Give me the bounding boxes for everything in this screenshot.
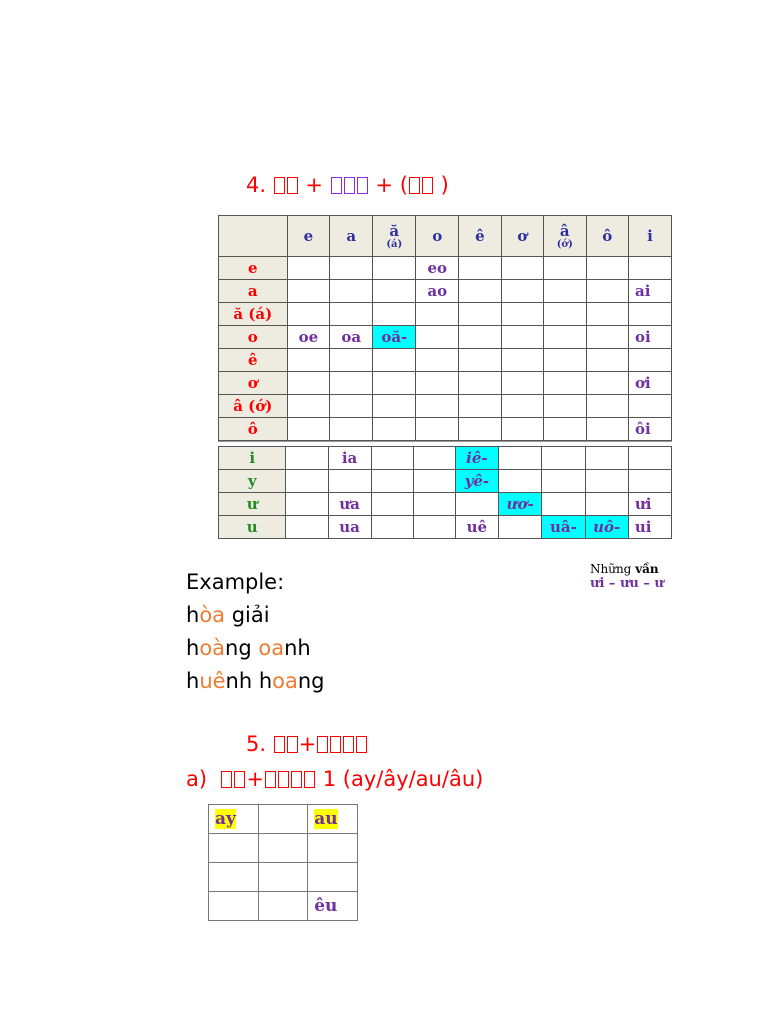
vowel-table-image <box>218 215 672 545</box>
row-header: u <box>219 516 286 539</box>
table-row <box>219 326 672 349</box>
section-5a-heading <box>186 767 483 791</box>
example-text: ng <box>225 636 259 660</box>
table-cell <box>371 447 413 470</box>
small-vowel-table-image <box>208 804 358 928</box>
table-cell: êu <box>308 892 358 921</box>
table-cell <box>501 349 543 372</box>
table-cell <box>543 395 586 418</box>
table-cell: ua <box>328 516 371 539</box>
table-cell: ao <box>416 280 459 303</box>
table-cell <box>413 516 455 539</box>
table-cell <box>628 447 671 470</box>
table-cell: ia <box>328 447 371 470</box>
table-cell: ui <box>628 516 671 539</box>
table-cell <box>330 257 373 280</box>
example-text: ng <box>297 669 325 693</box>
table-cell: oa <box>330 326 373 349</box>
missing-glyph-icon <box>330 736 341 753</box>
column-header: ô <box>586 216 628 257</box>
table-row <box>219 447 672 470</box>
table-row <box>219 493 672 516</box>
table-cell <box>330 372 373 395</box>
table-cell <box>586 257 628 280</box>
table-cell <box>459 326 501 349</box>
table-cell <box>330 395 373 418</box>
table-cell: ưi <box>628 493 671 516</box>
section-4-heading <box>246 173 449 197</box>
missing-glyph-icon <box>344 177 355 194</box>
small-vowel-table <box>208 804 358 921</box>
table-cell <box>413 447 455 470</box>
missing-glyph-icon <box>274 736 285 753</box>
table-cell <box>373 280 416 303</box>
example-label: Example: <box>186 570 285 594</box>
column-header: o <box>416 216 459 257</box>
example-text: h <box>186 669 200 693</box>
note-purple-text: ưi – ưu – ư <box>590 576 664 591</box>
table-cell <box>258 863 307 892</box>
missing-glyph-icon <box>278 771 289 788</box>
table-cell <box>287 372 330 395</box>
table-cell: uê <box>455 516 498 539</box>
table-cell <box>501 257 543 280</box>
row-header: e <box>219 257 288 280</box>
table-cell: iê- <box>455 447 498 470</box>
table-cell: yê- <box>455 470 498 493</box>
table-cell <box>459 303 501 326</box>
table-cell <box>543 280 586 303</box>
table-cell: eo <box>416 257 459 280</box>
list-marker: a) <box>186 767 208 791</box>
table-cell <box>585 493 628 516</box>
table-cell: oe <box>287 326 330 349</box>
table-row <box>219 372 672 395</box>
table-cell <box>542 470 585 493</box>
missing-glyph-icon <box>234 771 245 788</box>
table-cell <box>308 863 358 892</box>
example-block <box>186 566 325 698</box>
missing-glyph-icon <box>287 736 298 753</box>
table-cell <box>371 516 413 539</box>
table-cell: oă- <box>373 326 416 349</box>
column-header: a <box>330 216 373 257</box>
highlighted-vowel: oa <box>258 636 285 660</box>
table-cell <box>628 470 671 493</box>
row-header: y <box>219 470 286 493</box>
note-text: Những <box>590 562 636 576</box>
table-cell: uâ- <box>542 516 585 539</box>
section-number: 4. <box>246 173 267 197</box>
table-cell <box>330 418 373 441</box>
table-cell <box>586 349 628 372</box>
table-row <box>209 892 358 921</box>
table-cell <box>287 418 330 441</box>
table-cell <box>330 280 373 303</box>
table-cell <box>413 493 455 516</box>
section-number: 5. <box>246 732 267 756</box>
table-cell <box>586 395 628 418</box>
table-cell <box>585 470 628 493</box>
table-cell <box>543 372 586 395</box>
table-cell <box>308 834 358 863</box>
example-text: nh <box>284 636 311 660</box>
table-cell <box>373 257 416 280</box>
table-cell <box>330 349 373 372</box>
row-header: i <box>219 447 286 470</box>
table-cell <box>413 470 455 493</box>
table-cell <box>459 395 501 418</box>
vowel-table-bottom <box>218 446 672 539</box>
missing-glyph-icon <box>274 177 285 194</box>
missing-glyph-icon <box>343 736 354 753</box>
table-cell <box>543 418 586 441</box>
plus-sign: + <box>298 732 317 756</box>
table-cell <box>416 303 459 326</box>
table-cell <box>287 303 330 326</box>
missing-glyph-icon <box>304 771 315 788</box>
table-cell <box>586 280 628 303</box>
table-cell <box>542 493 585 516</box>
missing-glyph-icon <box>356 736 367 753</box>
plus-sign: + <box>375 173 394 197</box>
example-text: giải <box>225 603 270 627</box>
table-cell <box>501 280 543 303</box>
table-row <box>219 349 672 372</box>
table-cell <box>209 834 259 863</box>
table-cell <box>628 303 671 326</box>
plus-sign: + <box>305 173 324 197</box>
table-cell <box>459 257 501 280</box>
table-cell <box>287 257 330 280</box>
row-header: ơ <box>219 372 288 395</box>
example-text: nh h <box>225 669 273 693</box>
table-cell <box>501 395 543 418</box>
example-line <box>186 632 325 665</box>
table-row <box>219 257 672 280</box>
table-cell <box>455 493 498 516</box>
open-paren: ( <box>399 173 408 197</box>
row-header: ă (á) <box>219 303 288 326</box>
missing-glyph-icon <box>265 771 276 788</box>
example-lines <box>186 599 325 698</box>
missing-glyph-icon <box>317 736 328 753</box>
table-cell <box>286 447 328 470</box>
section-5-heading <box>246 732 368 756</box>
table-cell: ưa <box>328 493 371 516</box>
missing-glyph-icon <box>331 177 342 194</box>
table-cell <box>416 372 459 395</box>
table-cell <box>628 395 671 418</box>
table-cell <box>287 395 330 418</box>
purple-glyph-group <box>330 173 369 197</box>
example-text: h <box>186 636 200 660</box>
table-row <box>219 516 672 539</box>
table-cell <box>416 395 459 418</box>
note-bold-text: vần <box>635 562 659 576</box>
table-header-row <box>219 216 672 257</box>
table-cell <box>498 447 541 470</box>
table-cell <box>287 280 330 303</box>
table-corner-cell <box>219 216 288 257</box>
table-cell: uô- <box>585 516 628 539</box>
table-row <box>209 805 358 834</box>
table-cell <box>542 447 585 470</box>
table-cell: ươ- <box>498 493 541 516</box>
table-cell <box>371 493 413 516</box>
table-cell <box>543 326 586 349</box>
row-header: ê <box>219 349 288 372</box>
table-row <box>219 418 672 441</box>
missing-glyph-icon <box>221 771 232 788</box>
table-cell <box>286 470 328 493</box>
table-cell <box>459 418 501 441</box>
column-header: e <box>287 216 330 257</box>
table-cell <box>286 493 328 516</box>
close-paren: ) <box>440 173 449 197</box>
table-cell <box>586 326 628 349</box>
table-cell: ai <box>628 280 671 303</box>
row-header: a <box>219 280 288 303</box>
table-cell <box>258 805 307 834</box>
table-cell <box>371 470 413 493</box>
table-row <box>209 863 358 892</box>
missing-glyph-icon <box>422 177 433 194</box>
highlighted-vowel: òa <box>199 603 226 627</box>
missing-glyph-icon <box>287 177 298 194</box>
table-cell <box>586 303 628 326</box>
table-row <box>219 280 672 303</box>
column-header: i <box>628 216 671 257</box>
table-row <box>219 303 672 326</box>
table-cell <box>416 326 459 349</box>
table-cell <box>585 447 628 470</box>
table-cell: oi <box>628 326 671 349</box>
table-cell <box>459 280 501 303</box>
table-cell <box>498 516 541 539</box>
example-line <box>186 665 325 698</box>
table-cell <box>258 892 307 921</box>
highlighted-vowel: oa <box>272 669 298 693</box>
table-cell <box>501 326 543 349</box>
table-cell <box>543 303 586 326</box>
table-cell <box>459 372 501 395</box>
row-header: o <box>219 326 288 349</box>
table-cell <box>373 349 416 372</box>
example-text: h <box>186 603 200 627</box>
column-header: ơ <box>501 216 543 257</box>
table-cell <box>501 372 543 395</box>
table-cell <box>328 470 371 493</box>
column-header: â (ớ) <box>543 216 586 257</box>
column-header: ê <box>459 216 501 257</box>
table-cell <box>586 372 628 395</box>
table-cell: ay <box>209 805 259 834</box>
table-cell <box>373 395 416 418</box>
highlighted-vowel: uê <box>199 669 226 693</box>
table-cell <box>628 257 671 280</box>
table-row <box>219 395 672 418</box>
table-row <box>219 470 672 493</box>
table-cell <box>373 303 416 326</box>
example-line <box>186 599 325 632</box>
clipped-note <box>590 562 670 591</box>
table-cell <box>586 418 628 441</box>
highlighted-vowel: oà <box>199 636 226 660</box>
table-cell <box>209 892 259 921</box>
table-row <box>209 834 358 863</box>
table-cell <box>258 834 307 863</box>
table-cell <box>373 372 416 395</box>
table-cell <box>543 349 586 372</box>
table-cell <box>416 418 459 441</box>
plus-sign: + <box>246 767 265 791</box>
table-cell <box>543 257 586 280</box>
missing-glyph-icon <box>409 177 420 194</box>
table-cell <box>501 418 543 441</box>
table-cell <box>459 349 501 372</box>
table-cell <box>209 863 259 892</box>
table-cell <box>286 516 328 539</box>
table-cell <box>287 349 330 372</box>
table-cell <box>498 470 541 493</box>
section-5a-suffix: 1 (ay/ây/au/âu) <box>322 767 484 791</box>
table-cell <box>416 349 459 372</box>
table-cell: ôi <box>628 418 671 441</box>
missing-glyph-icon <box>291 771 302 788</box>
column-header: ă (á) <box>373 216 416 257</box>
missing-glyph-icon <box>357 177 368 194</box>
table-cell: ơi <box>628 372 671 395</box>
row-header: â (ớ) <box>219 395 288 418</box>
table-cell <box>628 349 671 372</box>
table-cell <box>501 303 543 326</box>
row-header: ô <box>219 418 288 441</box>
table-cell: au <box>308 805 358 834</box>
table-cell <box>373 418 416 441</box>
table-cell <box>330 303 373 326</box>
row-header: ư <box>219 493 286 516</box>
vowel-table-top <box>218 215 672 441</box>
